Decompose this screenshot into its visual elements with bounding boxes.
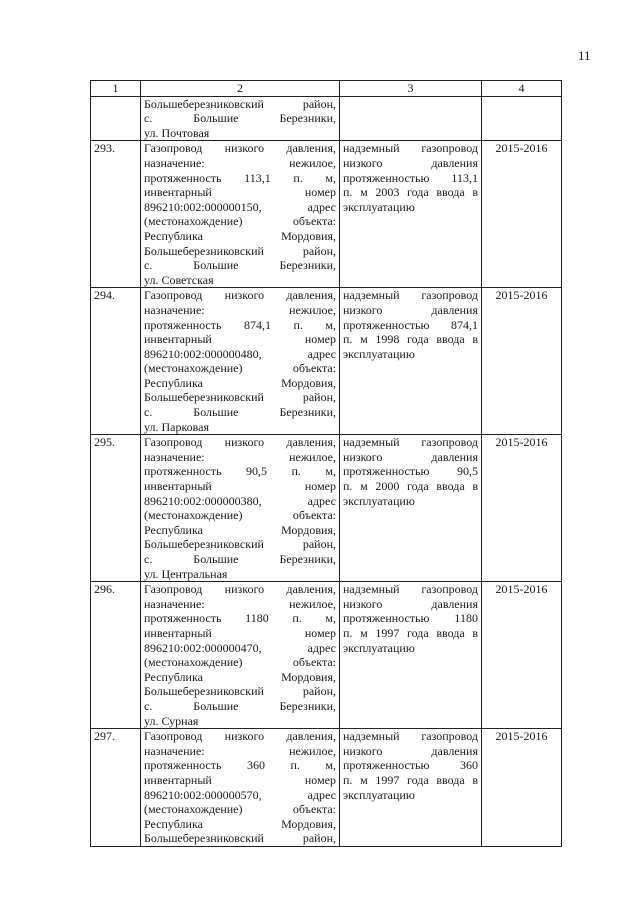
object-line: ул. Советская — [144, 272, 214, 287]
description-line: надземный газопровод — [343, 582, 478, 597]
description-line: протяженностью 874,1 — [343, 317, 478, 332]
object-line: назначение: нежилое, — [144, 302, 336, 317]
object-line: назначение: нежилое, — [144, 449, 336, 464]
object-line: Республика Мордовия, — [144, 669, 336, 684]
description-line: надземный газопровод — [343, 288, 478, 303]
object-line: протяженность 90,5 п. м, — [144, 464, 336, 479]
description-line: надземный газопровод — [343, 729, 478, 744]
row-number-cell: 293. — [91, 141, 141, 288]
object-line: Республика Мордовия, — [144, 816, 336, 831]
description-cell — [340, 582, 482, 729]
object-line: назначение: нежилое, — [144, 155, 336, 170]
description-line: эксплуатацию — [343, 640, 415, 655]
object-line: инвентарный номер — [144, 772, 336, 787]
object-line: Республика Мордовия, — [144, 522, 336, 537]
object-line: Газопровод низкого давления, — [144, 141, 336, 156]
description-line: низкого давления — [343, 449, 478, 464]
object-line: Большеберезниковский район, — [144, 390, 336, 405]
continuation-row — [91, 96, 562, 141]
description-line: п. м 2000 года ввода в — [343, 479, 478, 494]
object-cell — [141, 582, 340, 729]
object-line: ул. Сурная — [144, 713, 199, 728]
registry-table — [90, 80, 562, 847]
description-cell — [340, 435, 482, 582]
object-line: Большеберезниковский район, — [144, 243, 336, 258]
object-line: протяженность 874,1 п. м, — [144, 317, 336, 332]
column-header-2: 2 — [141, 81, 340, 97]
table-row — [91, 729, 562, 847]
row-number-cell: 294. — [91, 288, 141, 435]
description-cell — [340, 288, 482, 435]
table-row — [91, 435, 562, 582]
description-line: п. м 1997 года ввода в — [343, 772, 478, 787]
continuation-period-cell — [482, 96, 562, 141]
object-line: Газопровод низкого давления, — [144, 582, 336, 597]
object-line: инвентарный номер — [144, 625, 336, 640]
continuation-description-cell — [340, 96, 482, 141]
description-line: эксплуатацию — [343, 346, 415, 361]
row-number-cell: 297. — [91, 729, 141, 847]
header-row — [91, 81, 562, 97]
description-line: п. м 1998 года ввода в — [343, 332, 478, 347]
column-header-4: 4 — [482, 81, 562, 97]
object-line: ул. Центральная — [144, 566, 228, 581]
object-line: 896210:002:000000470, адрес — [144, 640, 336, 655]
object-line: с. Большие Березники, — [144, 552, 336, 566]
description-line: протяженностью 1180 — [343, 611, 478, 626]
description-line: низкого давления — [343, 596, 478, 611]
object-line: назначение: нежилое, — [144, 743, 336, 758]
continuation-line: ул. Почтовая — [144, 125, 210, 140]
table-row — [91, 582, 562, 729]
description-line: низкого давления — [343, 302, 478, 317]
object-line: ул. Парковая — [144, 419, 210, 434]
object-line: протяженность 360 п. м, — [144, 758, 336, 773]
row-number-cell: 296. — [91, 582, 141, 729]
object-cell — [141, 729, 340, 847]
object-cell — [141, 141, 340, 288]
description-line: п. м 2003 года ввода в — [343, 185, 478, 200]
object-line: 896210:002:000000380, адрес — [144, 493, 336, 508]
description-cell — [340, 141, 482, 288]
description-line: эксплуатацию — [343, 493, 415, 508]
object-line: Большеберезниковский район, — [144, 831, 336, 846]
object-line: (местонахождение) объекта: — [144, 361, 336, 376]
object-line: 896210:002:000000150, адрес — [144, 199, 336, 214]
continuation-line: Большеберезниковский район, — [144, 96, 336, 111]
object-line: инвентарный номер — [144, 479, 336, 494]
object-line: Газопровод низкого давления, — [144, 729, 336, 744]
description-line: надземный газопровод — [343, 141, 478, 156]
description-line: низкого давления — [343, 743, 478, 758]
object-line: (местонахождение) объекта: — [144, 214, 336, 229]
object-cell — [141, 435, 340, 582]
object-line: Газопровод низкого давления, — [144, 435, 336, 450]
object-line: Газопровод низкого давления, — [144, 288, 336, 303]
description-line: эксплуатацию — [343, 787, 415, 802]
description-line: протяженностью 113,1 — [343, 170, 478, 185]
column-header-1: 1 — [91, 81, 141, 97]
description-line: протяженностью 360 — [343, 758, 478, 773]
description-line: п. м 1997 года ввода в — [343, 625, 478, 640]
description-line: надземный газопровод — [343, 435, 478, 450]
description-line: протяженностью 90,5 — [343, 464, 478, 479]
period-cell: 2015-2016 — [482, 141, 562, 288]
object-line: (местонахождение) объекта: — [144, 802, 336, 817]
object-line: (местонахождение) объекта: — [144, 655, 336, 670]
object-line: 896210:002:000000570, адрес — [144, 787, 336, 802]
period-cell: 2015-2016 — [482, 288, 562, 435]
object-line: 896210:002:000000480, адрес — [144, 346, 336, 361]
table-row — [91, 141, 562, 288]
row-number-cell: 295. — [91, 435, 141, 582]
period-cell: 2015-2016 — [482, 729, 562, 847]
object-line: Большеберезниковский район, — [144, 684, 336, 699]
object-cell — [141, 288, 340, 435]
period-cell: 2015-2016 — [482, 435, 562, 582]
object-line: (местонахождение) объекта: — [144, 508, 336, 523]
object-line: Республика Мордовия, — [144, 228, 336, 243]
continuation-object-cell — [141, 96, 340, 141]
continuation-number-cell — [91, 96, 141, 141]
object-line: с. Большие Березники, — [144, 258, 336, 273]
object-line: Республика Мордовия, — [144, 375, 336, 390]
object-line: с. Большие Березники, — [144, 698, 336, 713]
object-line: протяженность 113,1 п. м, — [144, 170, 336, 185]
object-line: назначение: нежилое, — [144, 596, 336, 611]
column-header-3: 3 — [340, 81, 482, 97]
object-line: протяженность 1180 п. м, — [144, 611, 336, 626]
description-line: эксплуатацию — [343, 199, 415, 214]
object-line: с. Большие Березники, — [144, 405, 336, 420]
continuation-line: с. Большие Березники, — [144, 111, 336, 126]
description-line: низкого давления — [343, 155, 478, 170]
period-cell: 2015-2016 — [482, 582, 562, 729]
table-row — [91, 288, 562, 435]
description-cell — [340, 729, 482, 847]
object-line: инвентарный номер — [144, 185, 336, 200]
object-line: инвентарный номер — [144, 332, 336, 347]
page-number: 11 — [578, 48, 591, 63]
object-line: Большеберезниковский район, — [144, 537, 336, 552]
